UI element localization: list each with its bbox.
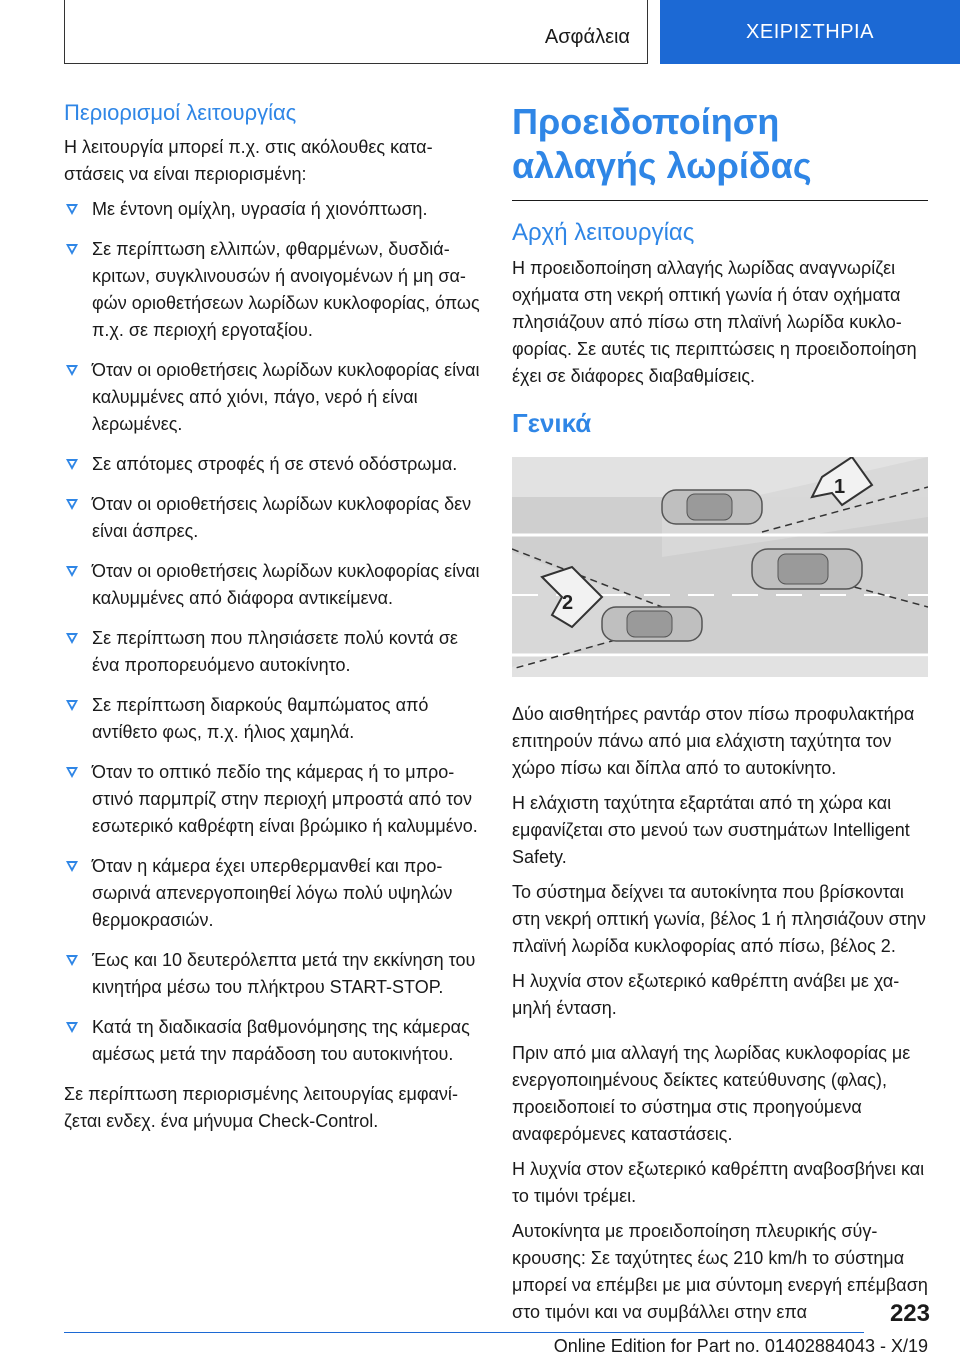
footer-divider <box>64 1332 864 1333</box>
bullet-triangle-icon <box>66 955 78 966</box>
bullet-triangle-icon <box>66 1022 78 1033</box>
header-chapter-tab: ΧΕΙΡΙΣΤΗΡΙΑ <box>660 0 960 64</box>
svg-text:1: 1 <box>834 476 846 498</box>
car-approaching <box>602 607 702 641</box>
header-section-title: Ασφάλεια <box>544 26 630 48</box>
list-item: Έως και 10 δευτερόλεπτα μετά την εκκίνηση του κινητήρα μέσω του πλήκτρου START-STOP. <box>64 947 484 1001</box>
left-column <box>64 100 484 1143</box>
principle-heading: Αρχή λειτουργίας <box>512 219 695 246</box>
bullet-triangle-icon <box>66 861 78 872</box>
bullet-triangle-icon <box>66 767 78 778</box>
spacer <box>512 1030 928 1040</box>
paragraph: Αυτοκίνητα με προειδοποίηση πλευρικής σύγκρουσης: Σε ταχύτητες έως 210 km/h το σύστημα μπορεί να επέμβει με μια σύντομη ενεργή επέμβαση στο τιμόνι και να συμβάλλει στην επα <box>512 1221 928 1322</box>
paragraph: Η ελάχιστη ταχύτητα εξαρτάται από τη χώρα και εμφανίζεται στο μενού των συστημάτων Intelligent Safety. <box>512 793 910 867</box>
paragraph: Το σύστημα δείχνει τα αυτοκίνητα που βρίσκονται στη νεκρή οπτική γωνία, βέλος 1 ή πλησιάζουν στην πλαϊνή λωρίδα κυκλοφορίας από πίσω, βέλος 2. <box>512 882 926 956</box>
paragraph: Η λυχνία στον εξωτερικό καθρέπτη ανάβει με χαμηλή ένταση. <box>512 971 900 1018</box>
limitations-list <box>64 196 484 1068</box>
limitations-outro: Σε περίπτωση περιορισμένης λειτουργίας εμφανίζεται ενδεχ. ένα μήνυμα Check-Control. <box>64 1084 458 1131</box>
bullet-triangle-icon <box>66 566 78 577</box>
page-number: 223 <box>889 1300 930 1327</box>
list-item: Όταν το οπτικό πεδίο της κάμερας ή το μπροστινό παρμπρίζ στην περιοχή μπροστά από τον εσωτερικό καθρέφτη είναι βρώμικο ή καλυμμένο. <box>64 759 484 840</box>
bullet-triangle-icon <box>66 700 78 711</box>
principle-text: Η προειδοποίηση αλλαγής λωρίδας αναγνωρίζει οχήματα στη νεκρή οπτική γωνία ή όταν οχήματα πλησιάζουν από πίσω στη πλαϊνή λωρίδα κυκλοφορίας. Σε αυτές τις περιπτώσεις η προειδοποίηση έχει σε διάφορες διαβαθμίσεις. <box>512 258 917 386</box>
bullet-triangle-icon <box>66 633 78 644</box>
list-item: Όταν οι οριοθετήσεις λωρίδων κυκλοφορίας είναι καλυμμένες από χιόνι, πάγο, νερό ή είναι λερωμένες. <box>64 357 484 438</box>
list-item: Σε περίπτωση διαρκούς θαμπώματος από αντίθετο φως, π.χ. ήλιος χαμηλά. <box>64 692 484 746</box>
list-item: Όταν οι οριοθετήσεις λωρίδων κυκλοφορίας δεν είναι άσπρες. <box>64 491 484 545</box>
bullet-triangle-icon <box>66 365 78 376</box>
general-heading: Γενικά <box>512 408 592 438</box>
bullet-triangle-icon <box>66 499 78 510</box>
car-own-vehicle <box>752 549 862 589</box>
list-item: Σε περίπτωση που πλησιάσετε πολύ κοντά σε ένα προπορευόμενο αυτοκίνητο. <box>64 625 484 679</box>
list-item: Σε απότομες στροφές ή σε στενό οδόστρωμα. <box>64 451 484 478</box>
title-divider <box>512 200 928 201</box>
bullet-triangle-icon <box>66 459 78 470</box>
car-blind-spot <box>662 490 762 524</box>
road-diagram <box>512 457 928 677</box>
svg-text:2: 2 <box>562 592 574 614</box>
right-column <box>512 100 928 1334</box>
bullet-triangle-icon <box>66 204 78 215</box>
limitations-heading: Περιορισμοί λειτουργίας <box>64 100 297 125</box>
list-item: Με έντονη ομίχλη, υγρασία ή χιονόπτωση. <box>64 196 484 223</box>
limitations-intro: Η λειτουργία μπορεί π.χ. στις ακόλουθες καταστάσεις να είναι περιορισμένη: <box>64 137 433 184</box>
list-item: Κατά τη διαδικασία βαθμονόμησης της κάμερας αμέσως μετά την παράδοση του αυτοκινήτου. <box>64 1014 484 1068</box>
section-title: Προειδοποίηση αλλαγής λωρίδας <box>512 101 812 186</box>
paragraph: Η λυχνία στον εξωτερικό καθρέπτη αναβοσβήνει και το τιμόνι τρέμει. <box>512 1159 925 1206</box>
paragraph: Πριν από μια αλλαγή της λωρίδας κυκλοφορίας με ενεργοποιημένους δείκτες κατεύθυνσης (φλας), προειδοποιεί το σύστημα στις προηγούμενα αναφερόμενες καταστάσεις. <box>512 1043 911 1144</box>
list-item: Όταν η κάμερα έχει υπερθερμανθεί και προσωρινά απενεργοποιηθεί λόγω πολύ υψηλών θερμοκρασιών. <box>64 853 484 934</box>
lane-change-illustration <box>512 457 928 677</box>
footer-edition: Online Edition for Part no. 01402884043 - X/19 <box>553 1336 928 1356</box>
bullet-triangle-icon <box>66 244 78 255</box>
list-item: Όταν οι οριοθετήσεις λωρίδων κυκλοφορίας είναι καλυμμένες από διάφορα αντικείμενα. <box>64 558 484 612</box>
paragraph: Δύο αισθητήρες ραντάρ στον πίσω προφυλακτήρα επιτηρούν πάνω από μια ελάχιστη ταχύτητα τον χώρο πίσω και δίπλα από το αυτοκίνητο. <box>512 704 915 778</box>
list-item: Σε περίπτωση ελλιπών, φθαρμένων, δυσδιάκριτων, συγκλινουσών ή ανοιγομένων ή μη σαφών οριοθετήσεων λωρίδων κυκλοφορίας, όπως π.χ. σε περιοχή εργοταξίου. <box>64 236 484 344</box>
